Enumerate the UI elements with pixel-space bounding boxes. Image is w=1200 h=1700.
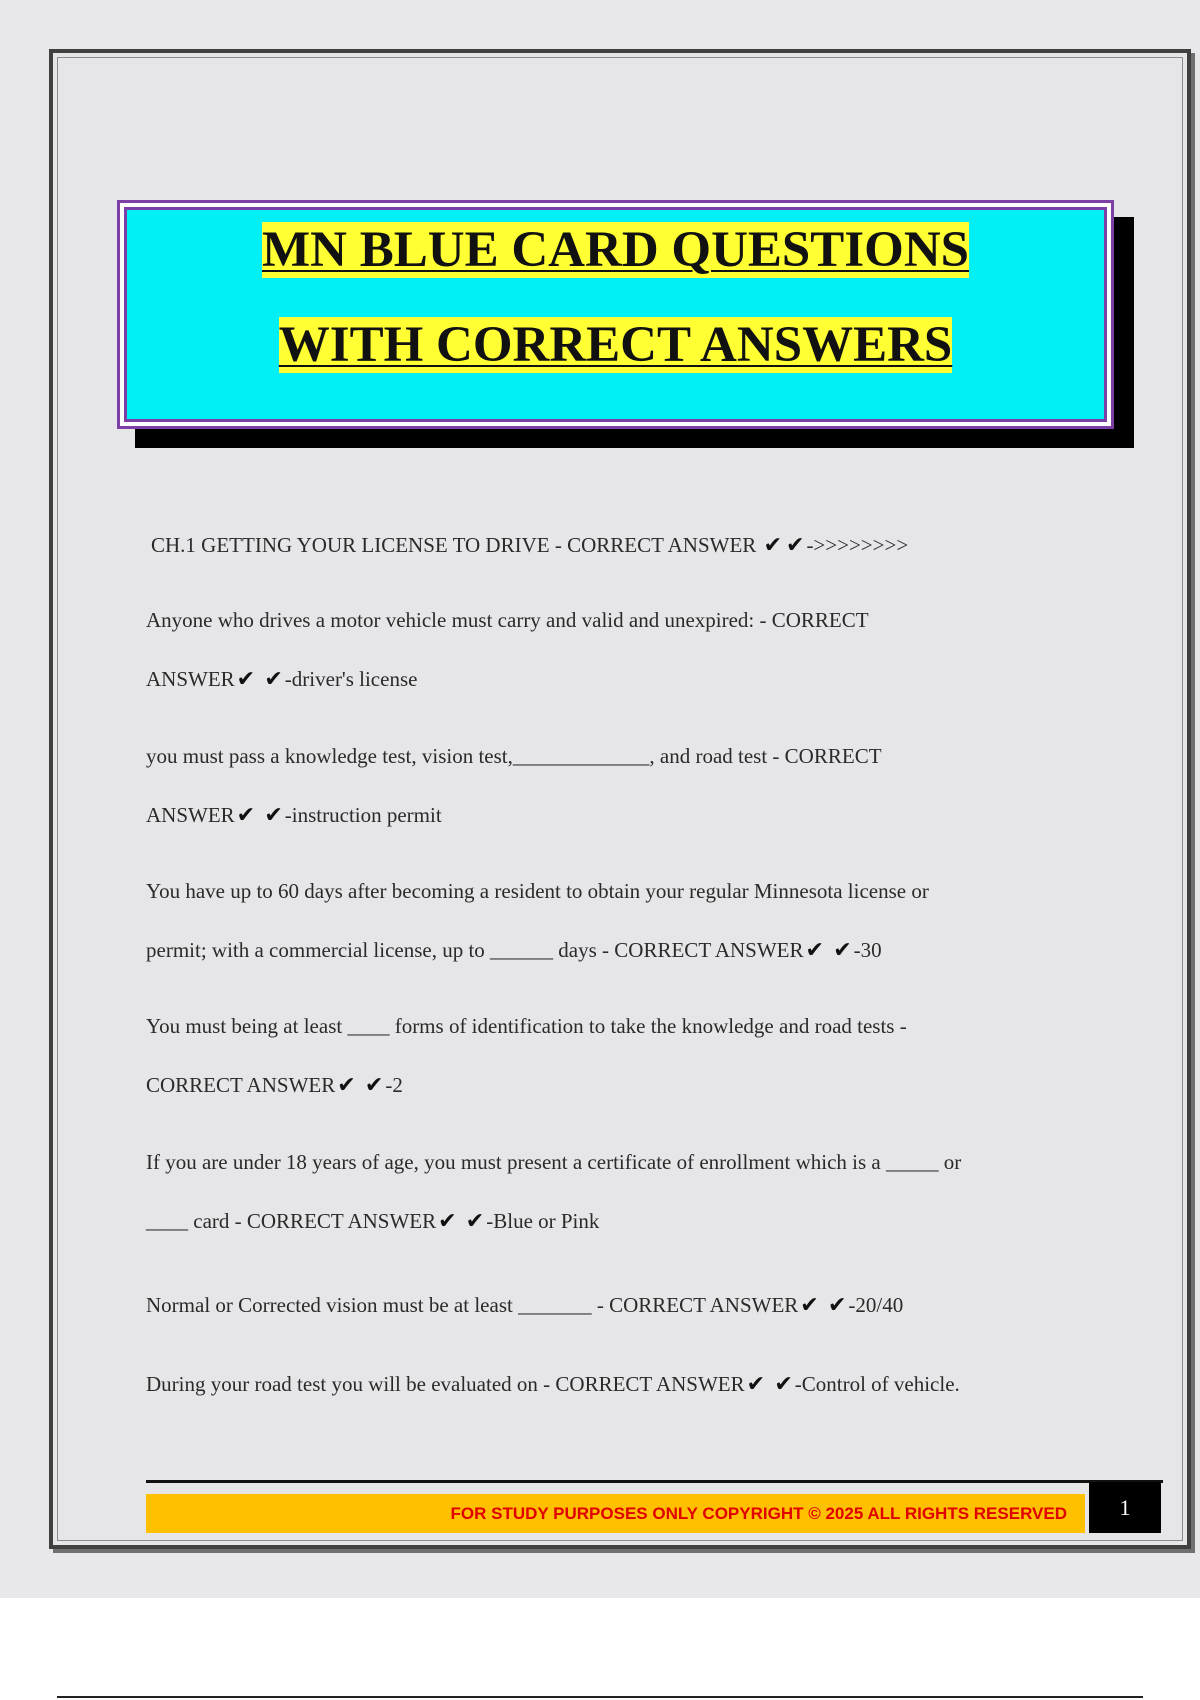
check-mark-icon: ✔ xyxy=(827,1293,847,1318)
question-text: During your road test you will be evaluated on - CORRECT ANSWER xyxy=(146,1372,745,1396)
check-mark-icon: ✔ xyxy=(465,1209,485,1234)
question-text: you must pass a knowledge test, vision test,_____________, and road test - CORRECT xyxy=(146,744,882,768)
question-text: Normal or Corrected vision must be at least _______ - CORRECT ANSWER xyxy=(146,1293,799,1317)
check-mark-icon: ✔ xyxy=(786,533,805,558)
answer-text: -driver's license xyxy=(284,667,418,691)
question-text: ANSWER xyxy=(146,803,235,827)
check-mark-icon: ✔ xyxy=(800,1293,819,1318)
answer-text: -Control of vehicle. xyxy=(794,1372,960,1396)
answer-text: -2 xyxy=(385,1073,403,1097)
question-text: If you are under 18 years of age, you must present a certificate of enrollment which is a _____ or xyxy=(146,1150,962,1174)
check-mark-icon: ✔ xyxy=(337,1073,356,1098)
check-mark-icon: ✔ xyxy=(264,667,283,692)
next-page-rule xyxy=(57,1696,1143,1698)
check-mark-icon: ✔ xyxy=(438,1209,457,1234)
check-mark-icon: ✔ xyxy=(746,1372,766,1397)
answer-text: -20/40 xyxy=(848,1293,904,1317)
footer-rule xyxy=(146,1480,1163,1483)
document-title-line-1: MN BLUE CARD QUESTIONS xyxy=(261,222,970,278)
answer-text: -instruction permit xyxy=(284,803,442,827)
check-mark-icon: ✔ xyxy=(763,533,782,558)
chapter-heading-text: CH.1 GETTING YOUR LICENSE TO DRIVE - CORRECT ANSWER xyxy=(151,533,757,557)
question-text: You must being at least ____ forms of identification to take the knowledge and road tests - xyxy=(146,1014,907,1038)
document-title-line-2: WITH CORRECT ANSWERS xyxy=(278,317,953,373)
footer-copyright: FOR STUDY PURPOSES ONLY COPYRIGHT © 2025 ALL RIGHTS RESERVED xyxy=(146,1494,1085,1533)
question-text: permit; with a commercial license, up to ______ days - CORRECT ANSWER xyxy=(146,938,804,962)
page-number: 1 xyxy=(1089,1482,1161,1533)
check-mark-icon: ✔ xyxy=(805,938,824,963)
question-text: CORRECT ANSWER xyxy=(146,1073,336,1097)
question-text: You have up to 60 days after becoming a resident to obtain your regular Minnesota license or xyxy=(146,879,929,903)
question-text: ANSWER xyxy=(146,667,235,691)
check-mark-icon: ✔ xyxy=(236,803,256,828)
check-mark-icon: ✔ xyxy=(264,803,283,828)
answer-text: -30 xyxy=(853,938,882,962)
question-text: ____ card - CORRECT ANSWER xyxy=(146,1209,437,1233)
check-mark-icon: ✔ xyxy=(774,1372,793,1397)
check-mark-icon: ✔ xyxy=(833,938,852,963)
check-mark-icon: ✔ xyxy=(364,1073,384,1098)
chapter-heading-suffix: ->>>>>>>> xyxy=(806,533,909,557)
answer-text: -Blue or Pink xyxy=(486,1209,600,1233)
question-text: Anyone who drives a motor vehicle must carry and valid and unexpired: - CORRECT xyxy=(146,608,869,632)
check-mark-icon: ✔ xyxy=(236,667,256,692)
